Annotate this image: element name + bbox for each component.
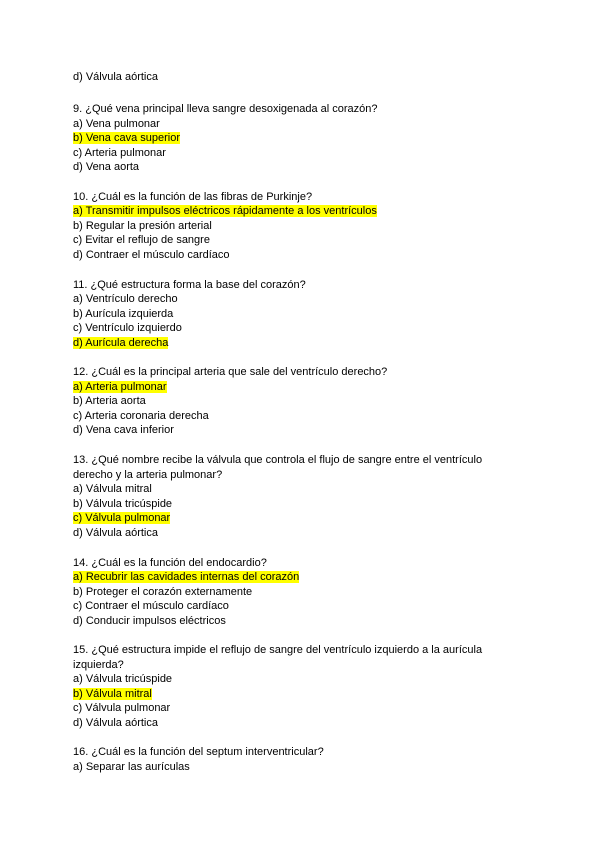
text-line (73, 278, 306, 292)
line-text: izquierda? (73, 659, 124, 671)
line-text: a) Válvula tricúspide (73, 673, 173, 685)
highlighted-answer: a) Transmitir impulsos eléctricos rápidamente a los ventrículos (73, 205, 377, 217)
highlighted-answer: a) Arteria pulmonar (73, 381, 167, 393)
highlighted-answer: d) Aurícula derecha (73, 337, 169, 349)
text-line (73, 497, 172, 511)
text-line (73, 307, 173, 321)
text-line (73, 599, 229, 613)
text-line (73, 70, 158, 84)
line-text: a) Vena pulmonar (73, 118, 160, 130)
line-text: b) Proteger el corazón externamente (73, 586, 253, 598)
text-line (73, 117, 160, 131)
text-line (73, 219, 212, 233)
text-line (73, 409, 209, 423)
text-line (73, 643, 482, 657)
line-text: 9. ¿Qué vena principal lleva sangre desoxigenada al corazón? (73, 103, 378, 115)
text-line (73, 380, 167, 394)
text-line (73, 394, 146, 408)
highlighted-answer: b) Vena cava superior (73, 132, 181, 144)
text-line (73, 292, 178, 306)
line-text: 10. ¿Cuál es la función de las fibras de Purkinje? (73, 191, 313, 203)
line-text: 11. ¿Qué estructura forma la base del corazón? (73, 279, 306, 291)
line-text: c) Contraer el músculo cardíaco (73, 600, 229, 612)
line-text: b) Regular la presión arterial (73, 220, 212, 232)
line-text: b) Válvula tricúspide (73, 498, 173, 510)
text-line (73, 716, 158, 730)
text-line (73, 585, 252, 599)
text-line (73, 233, 210, 247)
text-line (73, 526, 158, 540)
line-text: d) Válvula aórtica (73, 71, 158, 83)
text-line (73, 146, 166, 160)
line-text: d) Válvula aórtica (73, 717, 158, 729)
highlighted-answer: b) Válvula mitral (73, 688, 152, 700)
line-text: a) Ventrículo derecho (73, 293, 178, 305)
line-text: b) Aurícula izquierda (73, 308, 174, 320)
line-text: d) Vena aorta (73, 161, 140, 173)
text-line (73, 511, 170, 525)
text-line (73, 556, 267, 570)
text-line (73, 453, 482, 467)
text-line (73, 365, 387, 379)
text-line (73, 482, 152, 496)
line-text: c) Ventrículo izquierdo (73, 322, 182, 334)
text-line (73, 687, 152, 701)
text-line (73, 570, 299, 584)
text-line (73, 336, 168, 350)
line-text: c) Arteria coronaria derecha (73, 410, 209, 422)
line-text: 16. ¿Cuál es la función del septum interventricular? (73, 746, 324, 758)
text-line (73, 190, 312, 204)
highlighted-answer: a) Recubrir las cavidades internas del corazón (73, 571, 300, 583)
text-line (73, 204, 377, 218)
text-line (73, 468, 222, 482)
text-line (73, 102, 378, 116)
text-line (73, 248, 230, 262)
text-line (73, 658, 124, 672)
text-line (73, 701, 170, 715)
line-text: derecho y la arteria pulmonar? (73, 469, 223, 481)
text-line (73, 160, 139, 174)
text-line (73, 423, 174, 437)
line-text: 12. ¿Cuál es la principal arteria que sale del ventrículo derecho? (73, 366, 388, 378)
text-line (73, 672, 172, 686)
text-line (73, 760, 190, 774)
text-line (73, 745, 324, 759)
line-text: c) Arteria pulmonar (73, 147, 166, 159)
line-text: c) Evitar el reflujo de sangre (73, 234, 210, 246)
line-text: 15. ¿Qué estructura impide el reflujo de sangre del ventrículo izquierdo a la aurícula (73, 644, 483, 656)
line-text: 14. ¿Cuál es la función del endocardio? (73, 557, 267, 569)
line-text: 13. ¿Qué nombre recibe la válvula que controla el flujo de sangre entre el ventrículo (73, 454, 483, 466)
text-line (73, 614, 226, 628)
line-text: d) Conducir impulsos eléctricos (73, 615, 226, 627)
line-text: a) Válvula mitral (73, 483, 152, 495)
text-line (73, 321, 182, 335)
text-line (73, 131, 180, 145)
line-text: c) Válvula pulmonar (73, 702, 171, 714)
line-text: a) Separar las aurículas (73, 761, 190, 773)
line-text: b) Arteria aorta (73, 395, 146, 407)
highlighted-answer: c) Válvula pulmonar (73, 512, 171, 524)
line-text: d) Válvula aórtica (73, 527, 158, 539)
line-text: d) Vena cava inferior (73, 424, 174, 436)
line-text: d) Contraer el músculo cardíaco (73, 249, 230, 261)
